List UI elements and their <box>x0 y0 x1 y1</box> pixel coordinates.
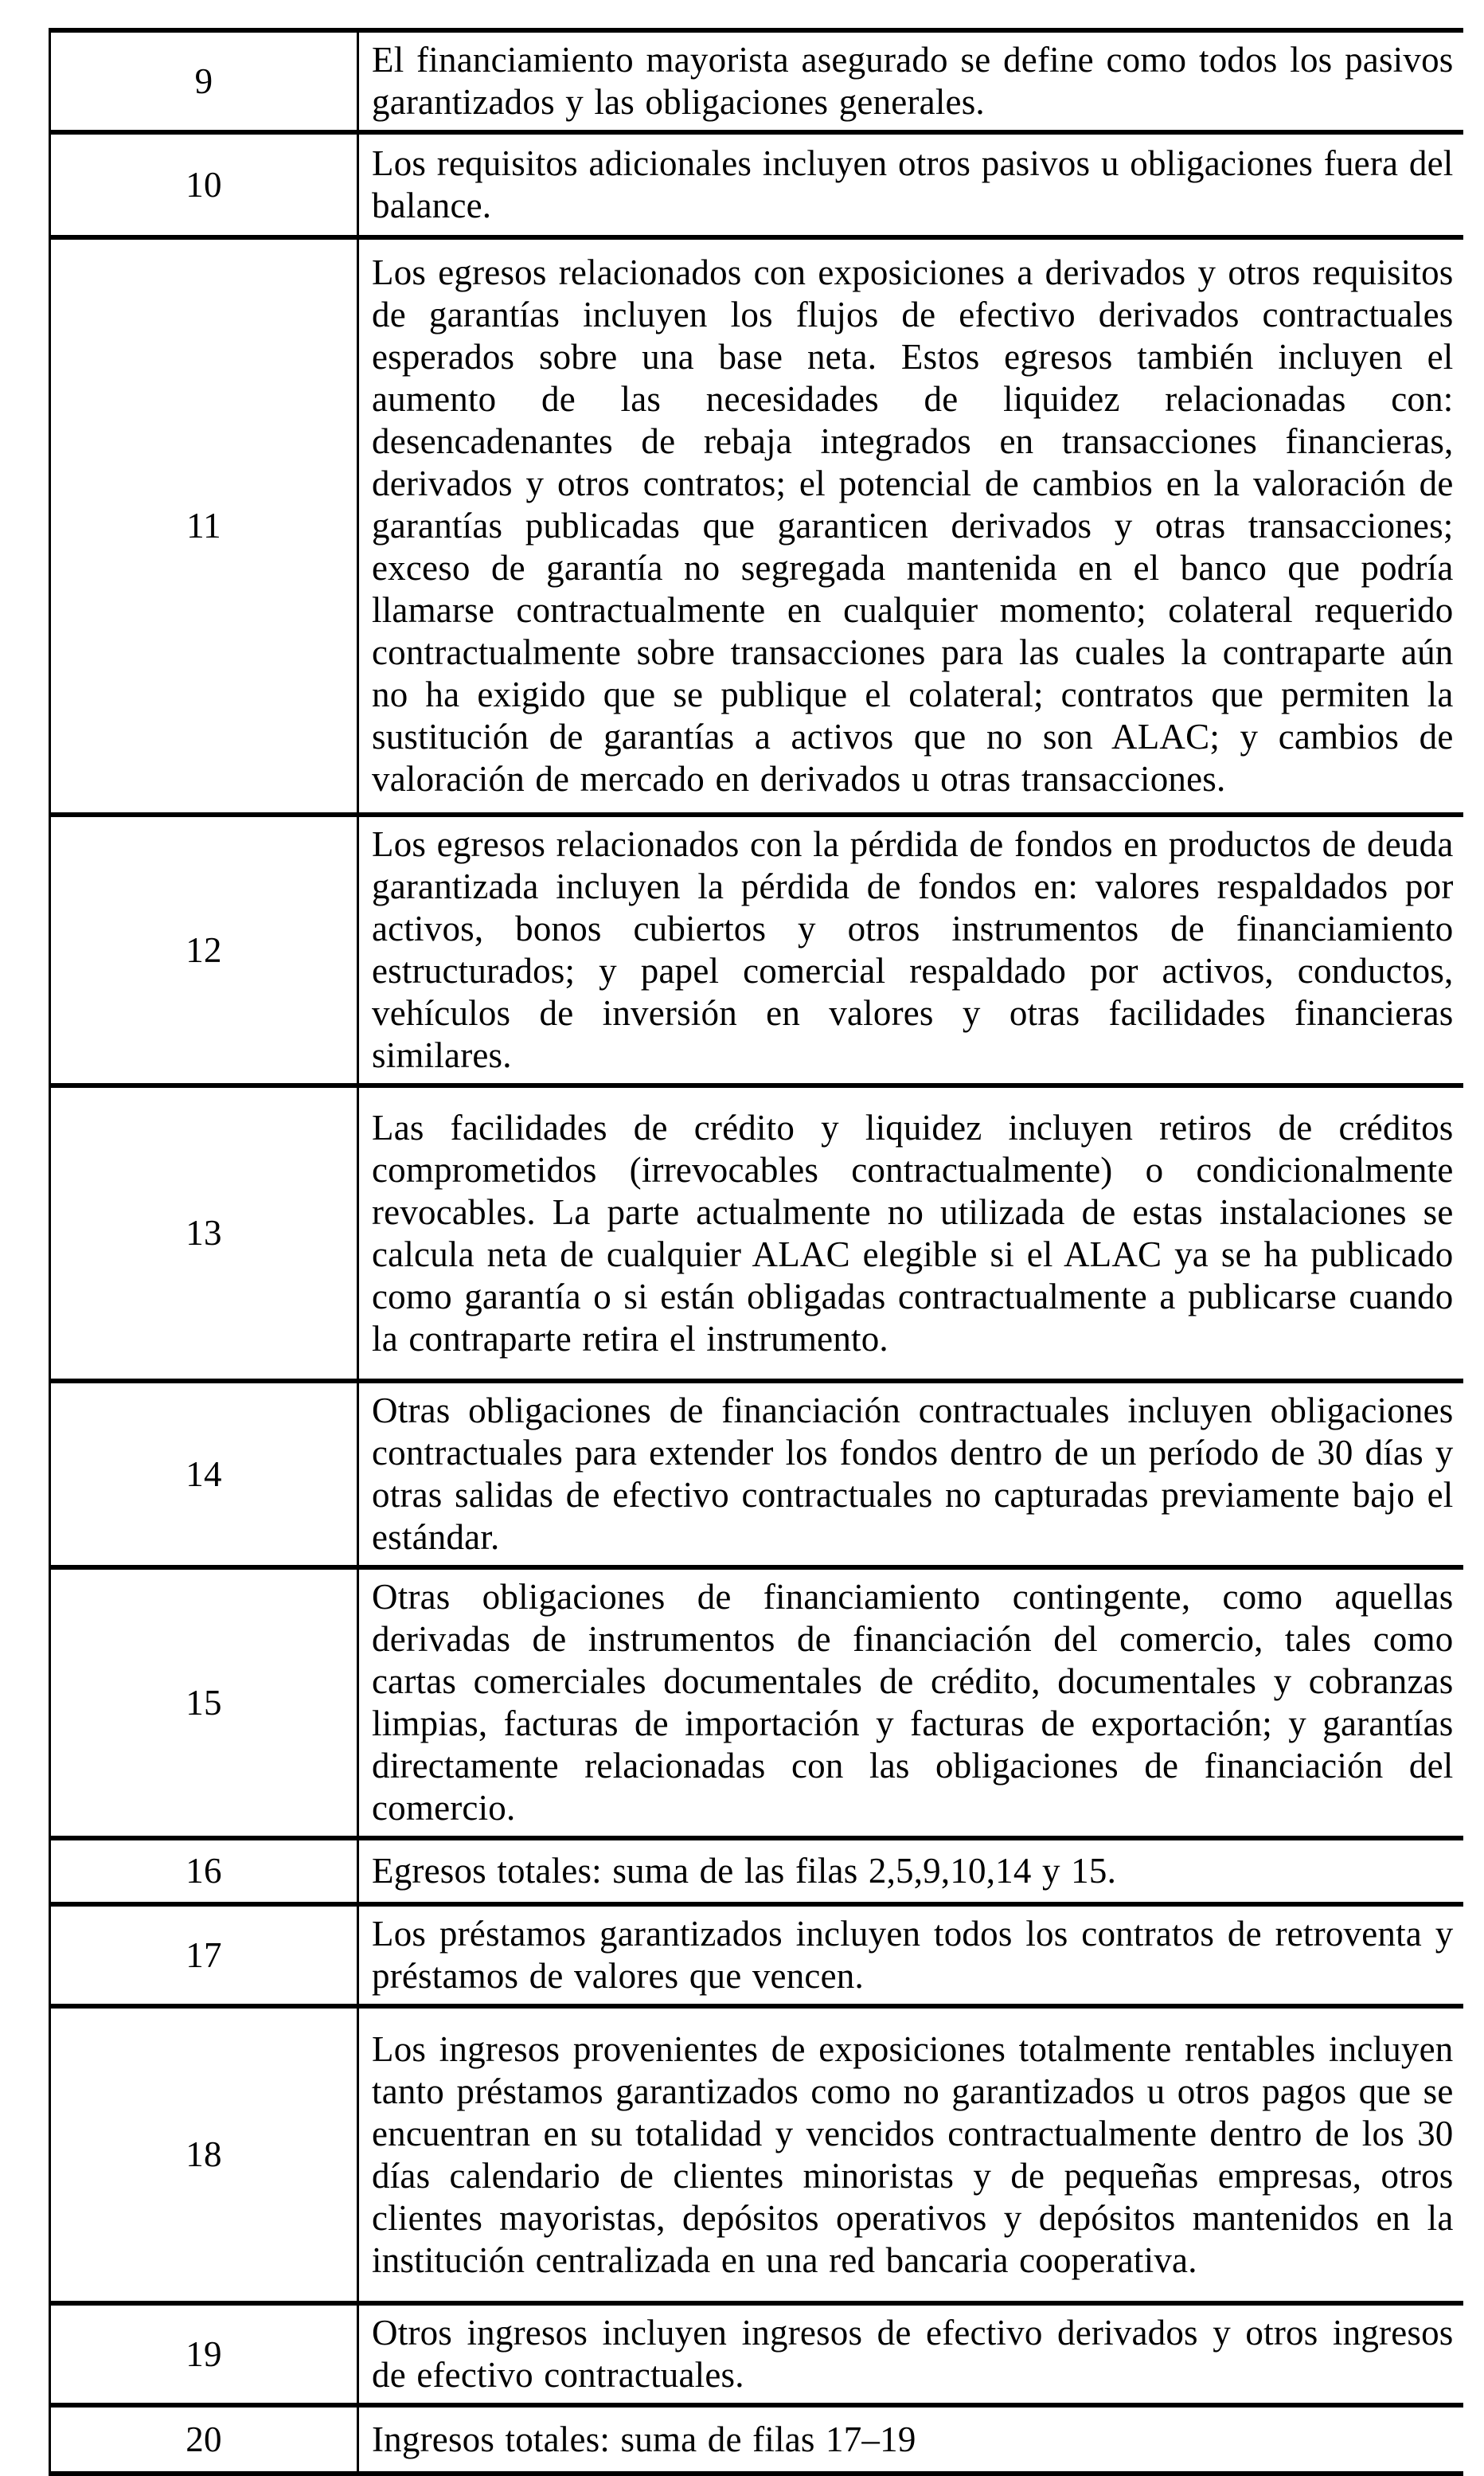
table-row <box>50 1838 1463 1904</box>
table-row <box>50 2405 1463 2474</box>
table-row <box>50 1904 1463 2006</box>
row-description-cell: Los ingresos provenientes de exposiciones totalmente rentables incluyen tanto préstamos garantizados como no garantizados u otros pagos que se encuentran en su totalidad y vencidos contractualmente dentro de los 30 días calendario de clientes minoristas y de pequeñas empresas, otros clientes mayoristas, depósitos operativos y depósitos mantenidos en la institución centralizada en una red bancaria cooperativa. <box>372 2028 1454 2280</box>
row-description-cell: Los egresos relacionados con exposiciones a derivados y otros requisitos de garantías incluyen los flujos de efectivo derivados contractuales esperados sobre una base neta. Estos egresos también incluyen el aumento de las necesidades de liquidez relacionadas con: desencadenantes de rebaja integrados en transacciones financieras, derivados y otros contratos; el potencial de cambios en la valoración de garantías publicadas que garanticen derivados y otras transacciones; exceso de garantía no segregada mantenida en el banco que podría llamarse contractualmente en cualquier momento; colateral requerido contractualmente sobre transacciones para las cuales la contraparte aún no ha exigido que se publique el colateral; contratos que permiten la sustitución de garantías a activos que no son ALAC; y cambios de valoración de mercado en derivados u otras transacciones. <box>372 252 1454 799</box>
row-description-cell: Los egresos relacionados con la pérdida de fondos en productos de deuda garantizada incluyen la pérdida de fondos en: valores respaldados por activos, bonos cubiertos y otros instrumentos de financiamiento estructurados; y papel comercial respaldado por activos, conductos, vehículos de inversión en valores y otras facilidades financieras similares. <box>372 824 1454 1075</box>
row-number-cell: 10 <box>50 132 358 237</box>
row-description-cell: Los requisitos adicionales incluyen otros pasivos u obligaciones fuera del balance. <box>372 143 1454 225</box>
row-description-cell: Otros ingresos incluyen ingresos de efectivo derivados y otros ingresos de efectivo contractuales. <box>372 2313 1454 2395</box>
row-number-cell: 20 <box>50 2405 358 2474</box>
row-number-cell: 13 <box>50 1085 358 1381</box>
row-description-cell: Otras obligaciones de financiamiento contingente, como aquellas derivadas de instrumentos de financiación del comercio, tales como cartas comerciales documentales de crédito, documentales y cobranzas limpias, facturas de importación y facturas de exportación; y garantías directamente relacionadas con las obligaciones de financiación del comercio. <box>372 1577 1454 1828</box>
row-description-cell: Otras obligaciones de financiación contractuales incluyen obligaciones contractuales para extender los fondos dentro de un período de 30 días y otras salidas de efectivo contractuales no capturadas previamente bajo el estándar. <box>372 1391 1454 1557</box>
row-number-cell: 9 <box>50 30 358 132</box>
row-description-cell: Egresos totales: suma de las filas 2,5,9,10,14 y 15. <box>372 1851 1117 1891</box>
row-number-cell: 19 <box>50 2303 358 2405</box>
row-number-cell: 12 <box>50 815 358 1085</box>
table-row <box>50 132 1463 237</box>
table-row <box>50 237 1463 815</box>
row-number-cell: 14 <box>50 1381 358 1567</box>
table-row <box>50 1381 1463 1567</box>
table-row <box>50 815 1463 1085</box>
table-row <box>50 30 1463 132</box>
row-description-cell: Las facilidades de crédito y liquidez incluyen retiros de créditos comprometidos (irrevocables contractualmente) o condicionalmente revocables. La parte actualmente no utilizada de estas instalaciones se calcula neta de cualquier ALAC elegible si el ALAC ya se ha publicado como garantía o si están obligadas contractualmente a publicarse cuando la contraparte retira el instrumento. <box>372 1107 1454 1359</box>
row-description-cell: El financiamiento mayorista asegurado se define como todos los pasivos garantizados y las obligaciones generales. <box>372 40 1454 122</box>
footnotes-table <box>49 28 1463 2476</box>
table-row <box>50 1567 1463 1838</box>
table-row <box>50 2006 1463 2303</box>
row-number-cell: 15 <box>50 1567 358 1838</box>
row-number-cell: 16 <box>50 1838 358 1904</box>
row-number-cell: 18 <box>50 2006 358 2303</box>
table-row <box>50 1085 1463 1381</box>
row-number-cell: 11 <box>50 237 358 815</box>
row-description-cell: Ingresos totales: suma de filas 17–19 <box>372 2419 916 2459</box>
row-number-cell: 17 <box>50 1904 358 2006</box>
table-row <box>50 2303 1463 2405</box>
row-description-cell: Los préstamos garantizados incluyen todos los contratos de retroventa y préstamos de valores que vencen. <box>372 1914 1454 1996</box>
